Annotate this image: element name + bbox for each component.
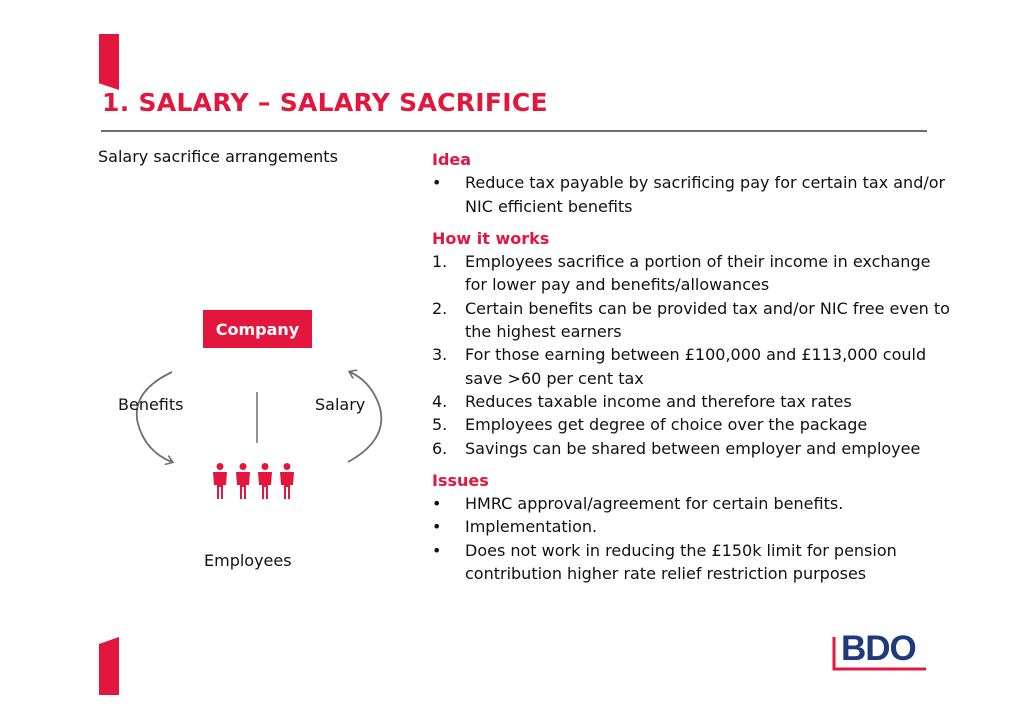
people-group-icon xyxy=(213,463,294,499)
list-item xyxy=(432,171,952,218)
list-item xyxy=(432,390,952,413)
list-marker: • xyxy=(432,517,442,537)
left-heading: Salary sacrifice arrangements xyxy=(98,147,338,166)
company-label: Company xyxy=(215,319,300,339)
list-marker: 2. xyxy=(432,298,448,318)
list-marker: • xyxy=(432,540,442,560)
content-column xyxy=(432,148,952,594)
list-item xyxy=(432,343,952,390)
list-marker: 3. xyxy=(432,345,448,365)
page-title: 1. SALARY – SALARY SACRIFICE xyxy=(102,88,548,117)
list-text: Certain benefits can be provided tax and/or NIC free even to the highest earners xyxy=(465,298,950,342)
employees-label: Employees xyxy=(204,551,292,570)
list-item xyxy=(432,413,952,436)
issues-heading: Issues xyxy=(432,470,489,490)
bdo-logo-text: BDO xyxy=(841,629,916,668)
list-text: Employees get degree of choice over the package xyxy=(465,415,868,435)
benefits-arrow xyxy=(137,372,172,462)
list-text: Savings can be shared between employer and employee xyxy=(465,438,921,458)
list-item xyxy=(432,539,952,586)
benefits-label: Benefits xyxy=(118,395,184,414)
how-heading: How it works xyxy=(432,228,550,248)
list-item xyxy=(432,515,952,538)
section-issues xyxy=(432,469,952,585)
section-idea xyxy=(432,148,952,218)
list-item xyxy=(432,437,952,460)
list-text: Reduce tax payable by sacrificing pay for certain tax and/or NIC efficient benefits xyxy=(465,173,946,216)
list-text: Reduces taxable income and therefore tax rates xyxy=(465,391,852,411)
list-marker: • xyxy=(432,173,442,193)
list-text: Implementation. xyxy=(465,517,598,537)
list-marker: 1. xyxy=(432,252,448,272)
salary-label: Salary xyxy=(315,395,366,414)
list-text: For those earning between £100,000 and £113,000 could save >60 per cent tax xyxy=(465,345,927,388)
section-how-it-works xyxy=(432,227,952,460)
list-item xyxy=(432,492,952,515)
list-marker: 5. xyxy=(432,415,448,435)
list-item xyxy=(432,297,952,344)
list-text: Does not work in reducing the £150k limit for pension contribution higher rate relief restriction purposes xyxy=(465,540,897,584)
list-item xyxy=(432,250,952,297)
idea-heading: Idea xyxy=(432,150,472,169)
list-text: Employees sacrifice a portion of their income in exchange for lower pay and benefits/allowances xyxy=(465,252,931,295)
salary-arrow xyxy=(348,372,381,462)
list-marker: 6. xyxy=(432,438,448,458)
list-marker: 4. xyxy=(432,391,448,411)
list-marker: • xyxy=(432,494,442,514)
list-text: HMRC approval/agreement for certain benefits. xyxy=(465,494,844,514)
